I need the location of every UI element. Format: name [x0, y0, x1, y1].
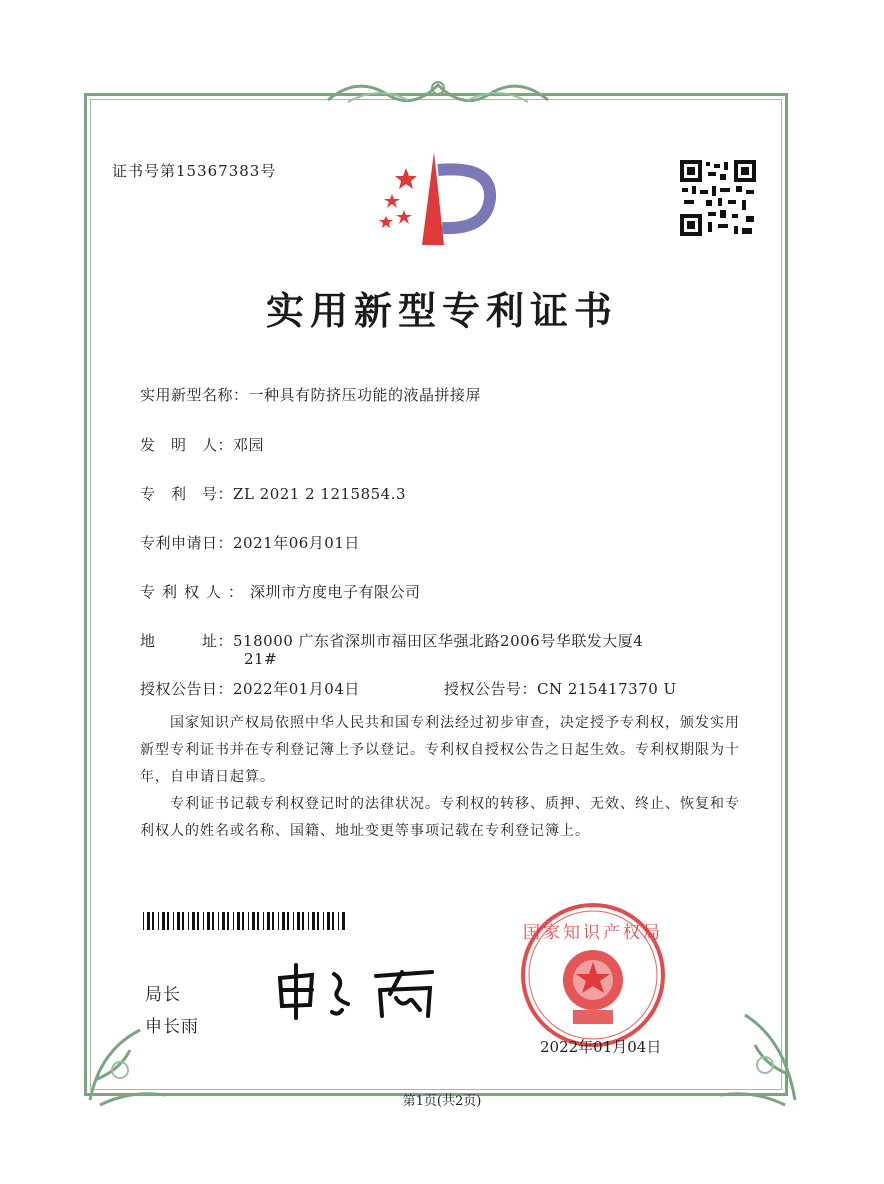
patent-number-value: ZL 2021 2 1215854.3	[233, 485, 407, 503]
patent-holder-value: 深圳市方度电子有限公司	[250, 583, 421, 601]
official-seal-icon	[518, 900, 668, 1050]
filing-date-value: 2021年06月01日	[233, 534, 360, 552]
patent-holder-row	[140, 581, 421, 602]
statement-paragraph-1: 国家知识产权局依照中华人民共和国专利法经过初步审查，决定授予专利权，颁发实用新型专利证书并在专利登记簿上予以登记。专利权自授权公告之日起生效。专利权期限为十年，自申请日起算。	[140, 715, 740, 785]
handwritten-signature-icon	[272, 960, 452, 1020]
address-value-line1: 518000 广东省深圳市福田区华强北路2006号华联发大厦4	[233, 632, 644, 650]
seal-text: 国家知识产权局	[523, 923, 663, 943]
utility-model-name-row	[140, 384, 481, 405]
address-row	[140, 630, 643, 651]
patent-number-label: 专 利 号：	[140, 485, 234, 503]
grant-number-label: 授权公告号：	[444, 680, 538, 698]
cnipa-logo-icon	[372, 150, 502, 250]
filing-date-label: 专利申请日：	[140, 534, 234, 552]
utility-model-name-value: 一种具有防挤压功能的液晶拼接屏	[248, 386, 482, 404]
grant-date-label: 授权公告日：	[140, 680, 234, 698]
certificate-number: 证书号第15367383号	[112, 162, 277, 180]
utility-model-name-label: 实用新型名称：	[140, 386, 249, 404]
inventor-label: 发 明 人：	[140, 436, 234, 454]
page-info: 第1页(共2页)	[402, 1094, 482, 1109]
inventor-row	[140, 434, 264, 455]
signature-role: 局长	[145, 985, 181, 1005]
statement-paragraph-2: 专利证书记载专利权登记时的法律状况。专利权的转移、质押、无效、终止、恢复和专利权人的姓名或名称、国籍、地址变更等事项记载在专利登记簿上。	[140, 796, 740, 839]
signature-name: 申长雨	[145, 1017, 199, 1037]
certificate-title: 实用新型专利证书	[265, 289, 618, 333]
seal-date: 2022年01月04日	[540, 1038, 662, 1056]
address-label: 地 址：	[140, 632, 234, 650]
inventor-value: 邓园	[233, 436, 265, 454]
qr-code-icon	[680, 160, 756, 236]
address-value-line2: 21#	[244, 650, 278, 668]
grant-number-value: CN 215417370 U	[537, 680, 677, 698]
patent-number-row	[140, 483, 406, 504]
grant-date-row	[140, 678, 360, 699]
filing-date-row	[140, 532, 360, 553]
grant-date-value: 2022年01月04日	[233, 680, 360, 698]
patent-holder-label: 专利权人：	[140, 583, 251, 601]
grant-number-row	[444, 678, 677, 699]
top-ornament-icon	[318, 70, 558, 110]
barcode-icon	[143, 912, 348, 930]
